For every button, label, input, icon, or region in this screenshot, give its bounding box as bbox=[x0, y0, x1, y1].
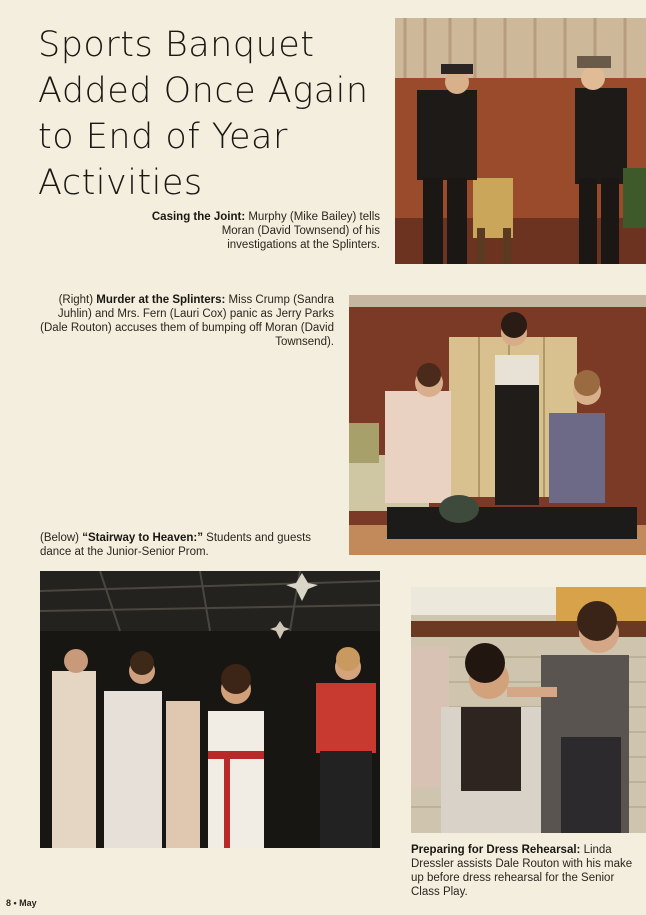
caption-stairway-prefix: (Below) bbox=[40, 532, 83, 544]
headline-line-2: Added Once Again bbox=[38, 71, 369, 111]
headline-line-3: to End of Year bbox=[38, 117, 288, 157]
page-folio: 8 • May bbox=[6, 898, 37, 908]
caption-casing-the-joint bbox=[150, 210, 380, 252]
photo-preparing-for-dress-rehearsal bbox=[411, 587, 646, 833]
photo-murder-at-the-splinters bbox=[349, 295, 646, 555]
caption-casing-text: Murphy (Mike Bailey) tells Moran (David Townsend) of his investigations at the Splinters. bbox=[221, 211, 380, 251]
caption-casing-title: Casing the Joint: bbox=[151, 211, 246, 223]
caption-preparing-for-dress-rehearsal bbox=[411, 843, 646, 899]
caption-stairway-text: Students and guests dance at the Junior-Senior Prom. bbox=[40, 532, 312, 558]
photo-casing-the-joint bbox=[395, 18, 646, 264]
caption-rehearsal-title: Preparing for Dress Rehearsal: bbox=[411, 844, 581, 856]
page-headline bbox=[38, 22, 388, 206]
caption-murder-text: Miss Crump (Sandra Juhlin) and Mrs. Fern (Lauri Cox) panic as Jerry Parks (Dale Routon) accuses them of bumping off Moran (David Townsend). bbox=[40, 294, 334, 348]
caption-stairway-to-heaven bbox=[40, 531, 340, 559]
caption-murder-title: Murder at the Splinters: bbox=[96, 294, 226, 306]
caption-murder-at-the-splinters bbox=[40, 293, 334, 349]
caption-stairway-title: “Stairway to Heaven:” bbox=[82, 532, 203, 544]
headline-line-1: Sports Banquet bbox=[38, 25, 315, 65]
caption-murder-prefix: (Right) bbox=[58, 294, 97, 306]
headline-line-4: Activities bbox=[38, 163, 203, 203]
caption-rehearsal-text: Linda Dressler assists Dale Routon with his make up before dress rehearsal for the Senior Class Play. bbox=[411, 844, 633, 898]
photo-stairway-to-heaven bbox=[40, 571, 380, 848]
